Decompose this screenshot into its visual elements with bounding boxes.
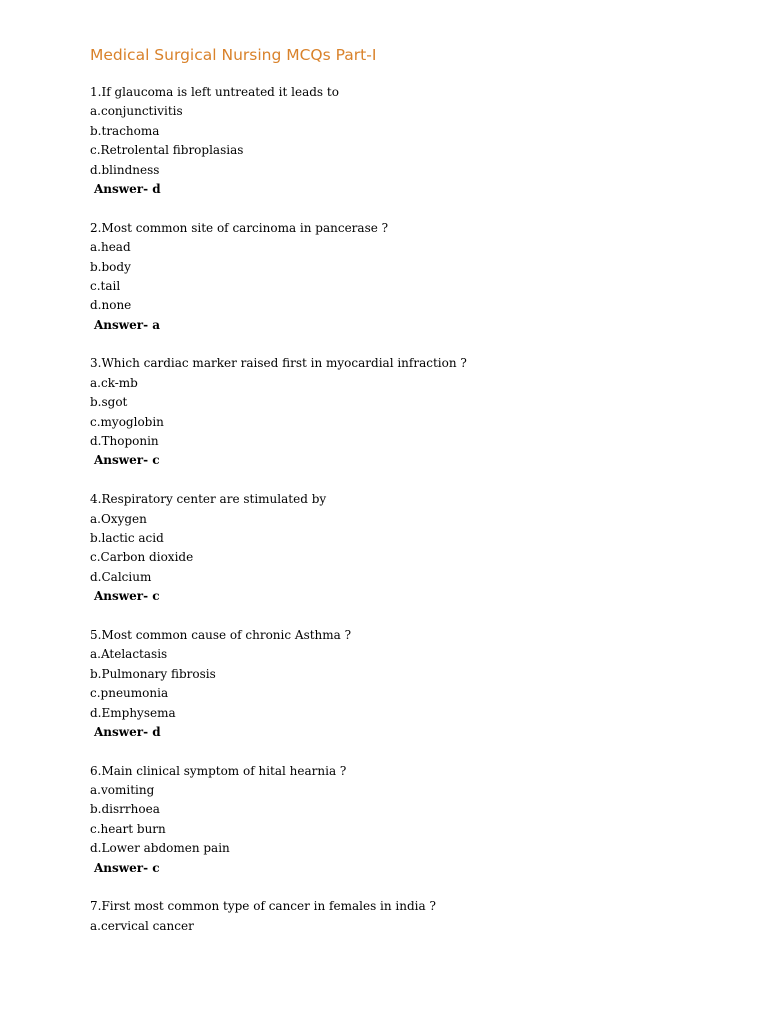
option-a: a.cervical cancer — [90, 918, 194, 933]
option-c: c.heart burn — [90, 821, 166, 836]
answer: Answer- d — [94, 181, 161, 196]
question-list — [90, 83, 467, 956]
option-d: d.Thoponin — [90, 434, 159, 449]
option-a: a.Oxygen — [90, 511, 147, 526]
question-text: 1.If glaucoma is left untreated it leads to — [90, 85, 339, 99]
option-d: d.none — [90, 298, 132, 313]
option-b: b.sgot — [90, 395, 128, 410]
option-d: d.Calcium — [90, 569, 152, 584]
answer: Answer- c — [94, 453, 160, 468]
option-b: b.trachoma — [90, 123, 160, 138]
question-2 — [90, 219, 467, 335]
option-c: c.Carbon dioxide — [90, 550, 194, 565]
option-a: a.Atelactasis — [90, 647, 168, 662]
option-a: a.conjunctivitis — [90, 104, 183, 119]
document-title: Medical Surgical Nursing MCQs Part-I — [90, 46, 377, 64]
option-b: b.body — [90, 259, 131, 274]
option-d: d.Lower abdomen pain — [90, 841, 230, 856]
question-text: 3.Which cardiac marker raised first in myocardial infraction ? — [90, 356, 467, 371]
option-a: a.ck-mb — [90, 375, 138, 390]
option-b: b.lactic acid — [90, 530, 164, 545]
answer: Answer- d — [94, 724, 161, 739]
option-d: d.Emphysema — [90, 705, 176, 720]
question-6 — [90, 762, 467, 878]
question-text: 5.Most common cause of chronic Asthma ? — [90, 627, 352, 642]
question-text: 2.Most common site of carcinoma in pancerase ? — [90, 220, 389, 235]
option-b: b.Pulmonary fibrosis — [90, 666, 216, 681]
question-text: 4.Respiratory center are stimulated by — [90, 492, 327, 507]
option-c: c.Retrolental fibroplasias — [90, 143, 244, 158]
option-a: a.vomiting — [90, 783, 155, 798]
option-c: c.tail — [90, 278, 121, 293]
question-5 — [90, 626, 467, 742]
question-7 — [90, 897, 467, 936]
option-b: b.disrrhoea — [90, 802, 160, 817]
question-1 — [90, 83, 467, 199]
question-text: 7.First most common type of cancer in females in india ? — [90, 899, 436, 914]
option-c: c.pneumonia — [90, 686, 169, 701]
option-a: a.head — [90, 240, 131, 255]
answer: Answer- c — [94, 860, 160, 875]
question-3 — [90, 354, 467, 470]
question-text: 6.Main clinical symptom of hital hearnia ? — [90, 763, 347, 778]
option-d: d.blindness — [90, 162, 160, 177]
answer: Answer- a — [94, 317, 161, 332]
question-4 — [90, 490, 467, 606]
option-c: c.myoglobin — [90, 414, 164, 429]
answer: Answer- c — [94, 589, 160, 604]
